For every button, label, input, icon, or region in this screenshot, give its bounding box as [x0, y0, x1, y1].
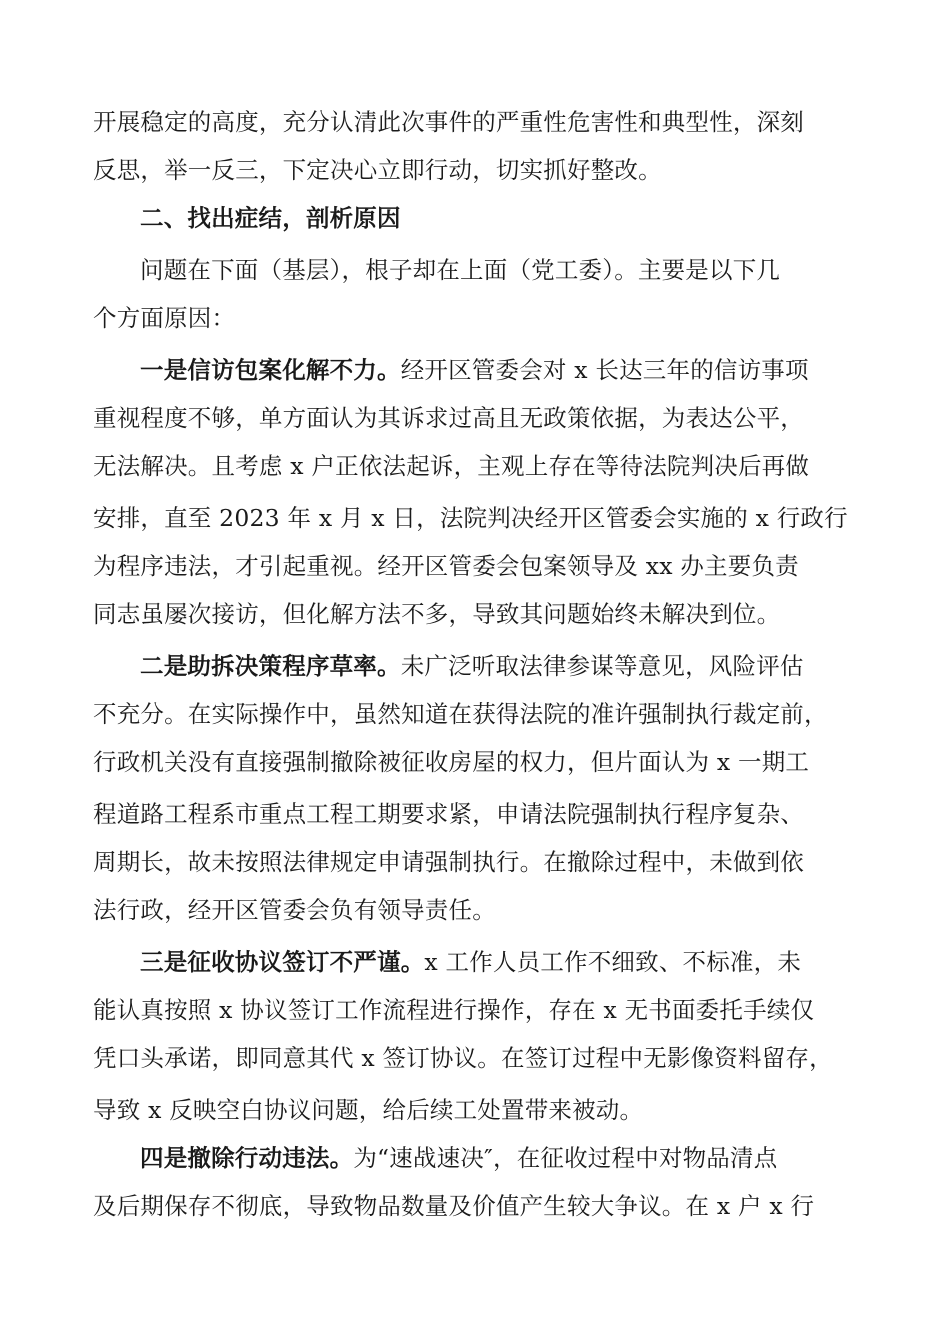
paragraph-start — [140, 942, 801, 982]
bold-lead: 四是撤除行动违法。 — [140, 1144, 354, 1172]
paragraph-start — [140, 646, 804, 686]
text-line — [140, 250, 780, 290]
line-text: 行政机关没有直接强制撤除被征收房屋的权力，但片面认为 x 一期工 — [93, 748, 810, 776]
text-line — [93, 446, 809, 486]
line-text: 问题在下面（基层），根子却在上面（党工委）。主要是以下几 — [140, 256, 781, 284]
text-line — [93, 594, 780, 634]
line-text: 同志虽屡次接访，但化解方法不多，导致其问题始终未解决到位。 — [93, 600, 781, 628]
text-line — [93, 890, 496, 930]
line-text: 为程序违法，才引起重视。经开区管委会包案领导及 xx 办主要负责 — [93, 552, 799, 580]
text-line — [93, 1038, 833, 1078]
line-text: x 工作人员工作不细致、不标准，未 — [424, 948, 802, 976]
text-line — [93, 546, 799, 586]
line-text: 凭口头承诺，即同意其代 x 签订协议。在签订过程中无影像资料留存， — [93, 1044, 833, 1072]
line-text: 安排，直至 2023 年 x 月 x 日，法院判决经开区管委会实施的 x 行政行 — [93, 504, 848, 532]
line-text: 能认真按照 x 协议签订工作流程进行操作，存在 x 无书面委托手续仅 — [93, 996, 815, 1024]
line-text: 为“速战速决″，在征收过程中对物品清点 — [353, 1144, 778, 1172]
text-line — [93, 298, 235, 338]
line-text: 导致 x 反映空白协议问题，给后续工处置带来被动。 — [93, 1096, 644, 1124]
text-line — [93, 102, 804, 142]
line-text: 周期长，故未按照法律规定申请强制执行。在撤除过程中，未做到依 — [93, 848, 804, 876]
line-text: 程道路工程系市重点工程工期要求紧，申请法院强制执行程序复杂、 — [93, 800, 804, 828]
text-line — [93, 990, 814, 1030]
bold-lead: 三是征收协议签订不严谨。 — [140, 948, 425, 976]
bold-lead: 二是助拆决策程序草率。 — [140, 652, 401, 680]
text-line — [93, 742, 809, 782]
section-heading — [140, 198, 401, 238]
line-text: 不充分。在实际操作中，虽然知道在获得法院的准许强制执行裁定前， — [93, 700, 828, 728]
line-text: 无法解决。且考虑 x 户正依法起诉，主观上存在等待法院判决后再做 — [93, 452, 810, 480]
line-text: 未广泛听取法律参谋等意见，风险评估 — [400, 652, 804, 680]
line-text: 重视程度不够，单方面认为其诉求过高且无政策依据，为表达公平， — [93, 404, 804, 432]
line-text: 开展稳定的高度，充分认清此次事件的严重性危害性和典型性，深刻 — [93, 108, 804, 136]
text-line — [93, 1090, 643, 1130]
line-text: 反思，举一反三，下定决心立即行动，切实抓好整改。 — [93, 156, 662, 184]
text-line — [93, 694, 828, 734]
line-text: 及后期保存不彻底，导致物品数量及价值产生较大争议。在 x 户 x 行 — [93, 1192, 815, 1220]
text-line — [93, 1186, 814, 1226]
line-text: 经开区管委会对 x 长达三年的信访事项 — [400, 356, 809, 384]
text-line — [93, 498, 848, 538]
line-text: 个方面原因： — [93, 304, 236, 332]
line-text: 法行政，经开区管委会负有领导责任。 — [93, 896, 496, 924]
text-line — [93, 842, 804, 882]
text-line — [93, 794, 804, 834]
text-line — [93, 150, 662, 190]
heading-text: 二、找出症结，剖析原因 — [140, 204, 401, 232]
bold-lead: 一是信访包案化解不力。 — [140, 356, 401, 384]
text-line — [93, 398, 804, 438]
paragraph-start — [140, 1138, 777, 1178]
paragraph-start — [140, 350, 809, 390]
